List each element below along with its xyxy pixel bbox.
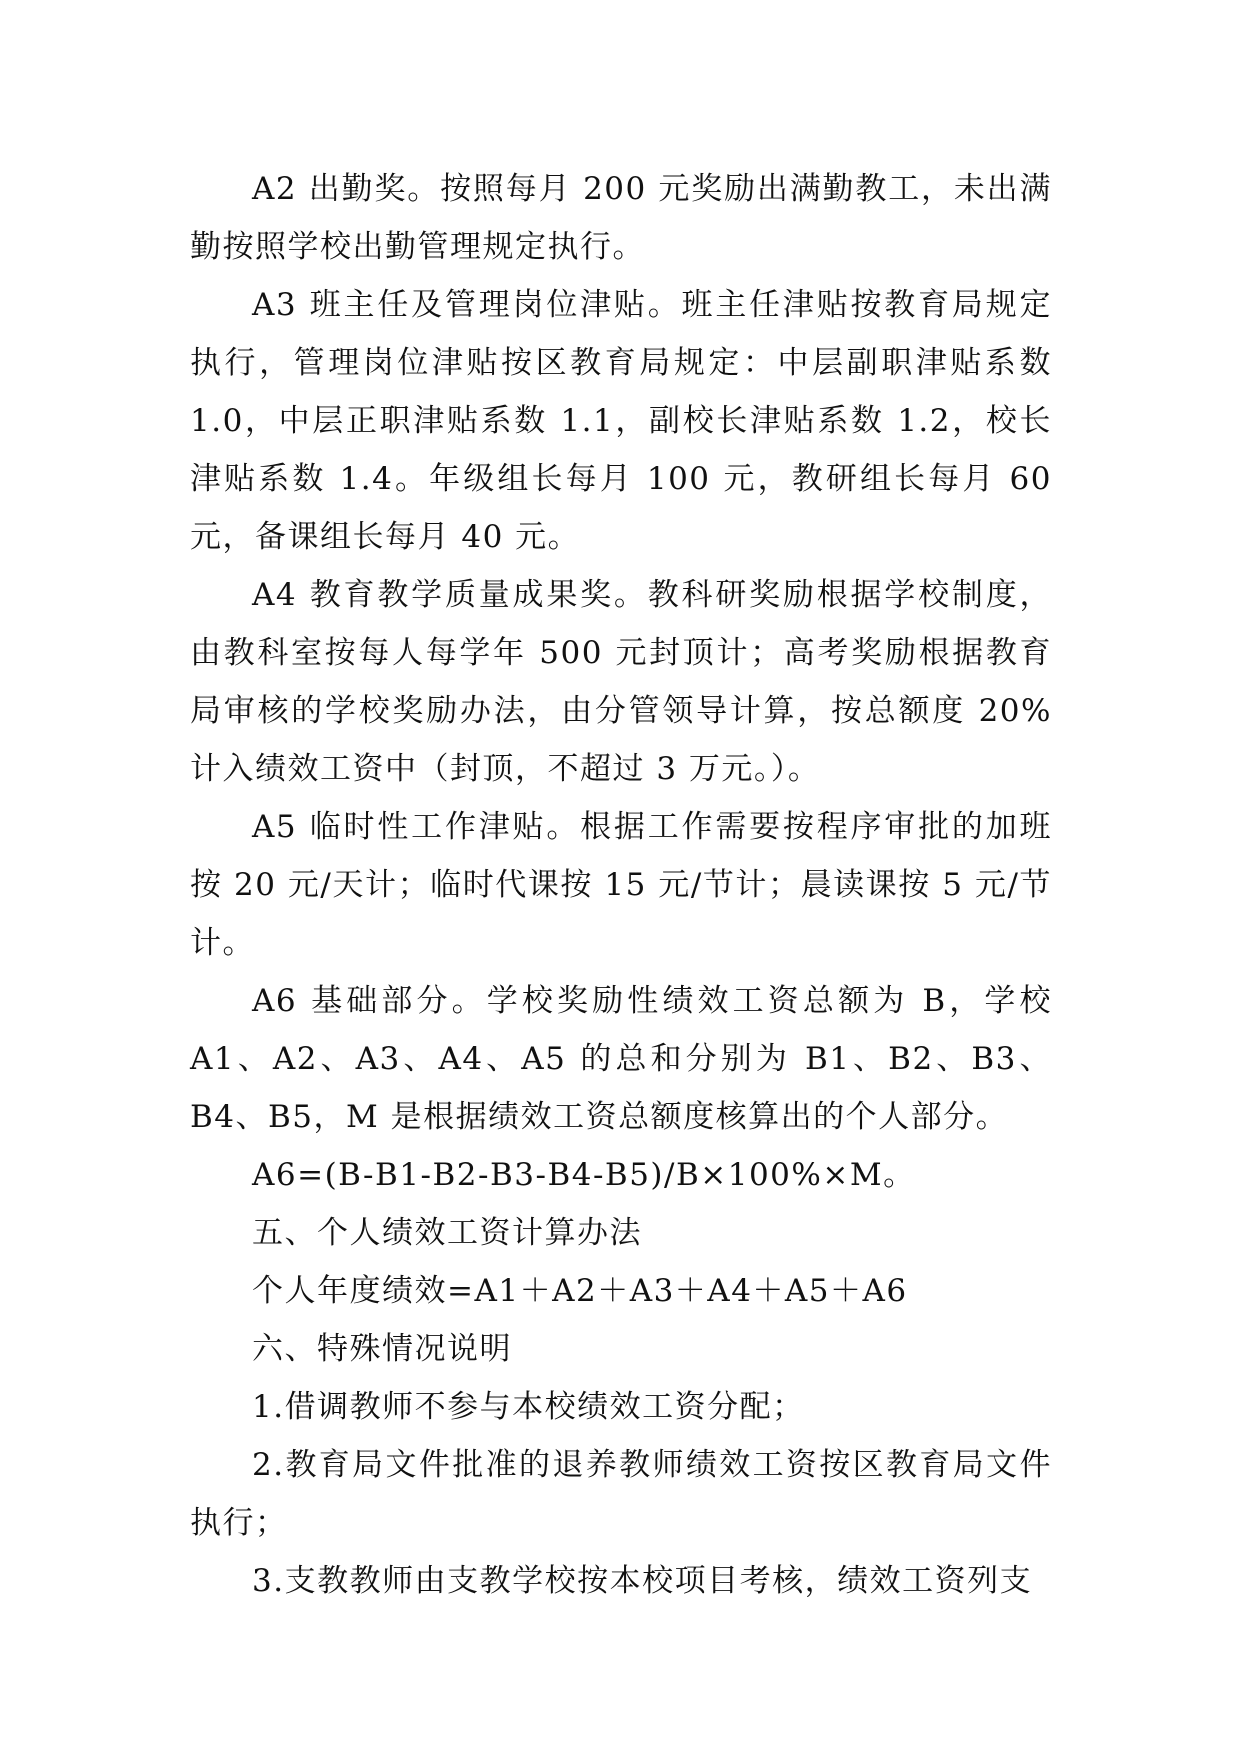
paragraph-a4-quality-award: A4 教育教学质量成果奖。教科研奖励根据学校制度，由教科室按每人每学年 500 元封顶计；高考奖励根据教育局审核的学校奖励办法，由分管领导计算，按总额度 20%计入绩效工资中（封顶，不超过 3 万元。）。 xyxy=(190,577,1052,787)
paragraph-a3-position-allowance: A3 班主任及管理岗位津贴。班主任津贴按教育局规定执行，管理岗位津贴按区教育局规定：中层副职津贴系数 1.0，中层正职津贴系数 1.1，副校长津贴系数 1.2，校长津贴系数 1.4。年级组长每月 100 元，教研组长每月 60 元，备课组长每月 40 元。 xyxy=(190,287,1052,555)
special-case-item-1: 1.借调教师不参与本校绩效工资分配； xyxy=(252,1389,805,1425)
paragraph-a5-temporary-allowance: A5 临时性工作津贴。根据工作需要按程序审批的加班按 20 元/天计；临时代课按 15 元/节计；晨读课按 5 元/节计。 xyxy=(190,809,1052,961)
a6-formula: A6=(B-B1-B2-B3-B4-B5)/B×100%×M。 xyxy=(252,1157,916,1193)
section-heading-calculation-method: 五、个人绩效工资计算办法 xyxy=(252,1215,642,1251)
paragraph-a6-basic-part: A6 基础部分。学校奖励性绩效工资总额为 B，学校 A1、A2、A3、A4、A5 的总和分别为 B1、B2、B3、B4、B5，M 是根据绩效工资总额度核算出的个人部分。 xyxy=(190,983,1052,1135)
document-body xyxy=(190,160,1052,1610)
paragraph-a2-attendance-bonus: A2 出勤奖。按照每月 200 元奖励出满勤教工，未出满勤按照学校出勤管理规定执行。 xyxy=(190,171,1052,265)
special-case-item-2: 2.教育局文件批准的退养教师绩效工资按区教育局文件执行； xyxy=(190,1447,1052,1541)
special-case-item-3: 3.支教教师由支教学校按本校项目考核，绩效工资列支 xyxy=(252,1563,1033,1599)
annual-performance-formula: 个人年度绩效=A1＋A2＋A3＋A4＋A5＋A6 xyxy=(252,1273,908,1309)
section-heading-special-cases: 六、特殊情况说明 xyxy=(252,1331,512,1367)
